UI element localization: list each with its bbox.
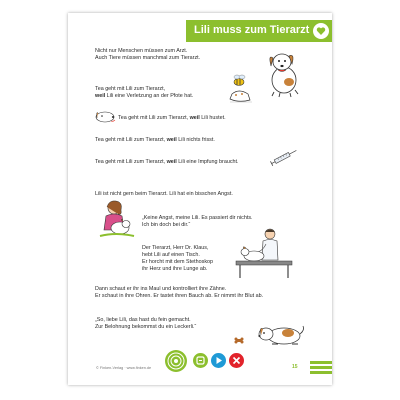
target-icon[interactable] xyxy=(164,349,188,373)
dog-sitting-illustration xyxy=(262,46,306,98)
reason-1-line-2: weil Lili eine Verletzung an der Pfote hat. xyxy=(95,93,194,99)
syringe-icon xyxy=(268,148,300,166)
title-bar xyxy=(186,20,332,42)
page-number: 15 xyxy=(292,364,298,370)
reason-2-line: Tea geht mit Lili zum Tierarzt, weil Lili hustet. xyxy=(118,115,226,121)
dog-lying-illustration xyxy=(254,318,306,348)
quote-1-line-2: Ich bin doch bei dir.“ xyxy=(142,222,191,228)
praise-line-2: Zur Belohnung bekommst du ein Leckerli.“ xyxy=(95,324,197,330)
exam-line-2: Er schaut in ihre Ohren. Er tastet ihren Bauch ab. Er nimmt ihr Blut ab. xyxy=(95,293,264,299)
heart-icon xyxy=(313,23,329,39)
footer-stripe xyxy=(310,361,332,364)
praise-line-1: „So, liebe Lili, das hast du fein gemacht. xyxy=(95,317,191,323)
fear-line: Lili ist nicht gern beim Tierarzt. Lili hat ein bisschen Angst. xyxy=(95,191,233,197)
vet-examining-dog-illustration xyxy=(232,226,296,280)
bee-paw-illustration xyxy=(224,72,258,106)
page-title: Lili muss zum Tierarzt xyxy=(194,24,310,36)
vet-line-1: Der Tierarzt, Herr Dr. Klaus, xyxy=(142,245,209,251)
footer-stripe xyxy=(310,371,332,374)
intro-line-2: Auch Tiere müssen manchmal zum Tierarzt. xyxy=(95,55,201,61)
quote-1-line-1: „Keine Angst, meine Lili. Es passiert dir nichts. xyxy=(142,215,253,221)
dog-head-illustration xyxy=(94,109,116,123)
play-icon[interactable] xyxy=(211,353,226,368)
reason-1-line-1: Tea geht mit Lili zum Tierarzt, xyxy=(95,86,166,92)
reason-4-line: Tea geht mit Lili zum Tierarzt, weil Lili eine Impfung braucht. xyxy=(95,159,239,165)
intro-line-1: Nicht nur Menschen müssen zum Arzt. xyxy=(95,48,188,54)
vet-line-4: ihr Herz und ihre Lunge ab. xyxy=(142,266,208,272)
vet-line-3: Er horcht mit dem Stethoskop xyxy=(142,259,214,265)
exam-line-1: Dann schaut er ihr ins Maul und kontrolliert ihre Zähne. xyxy=(95,286,227,292)
girl-hugging-dog-illustration xyxy=(96,198,138,240)
treat-icon xyxy=(234,337,244,344)
footer-stripe xyxy=(310,366,332,369)
close-icon[interactable] xyxy=(229,353,244,368)
ear-icon[interactable] xyxy=(193,353,208,368)
vet-line-2: hebt Lili auf einen Tisch. xyxy=(142,252,200,258)
reason-3-line: Tea geht mit Lili zum Tierarzt, weil Lili nichts frisst. xyxy=(95,137,215,143)
copyright-credit: © Finken-Verlag · www.finken.de xyxy=(96,366,152,370)
